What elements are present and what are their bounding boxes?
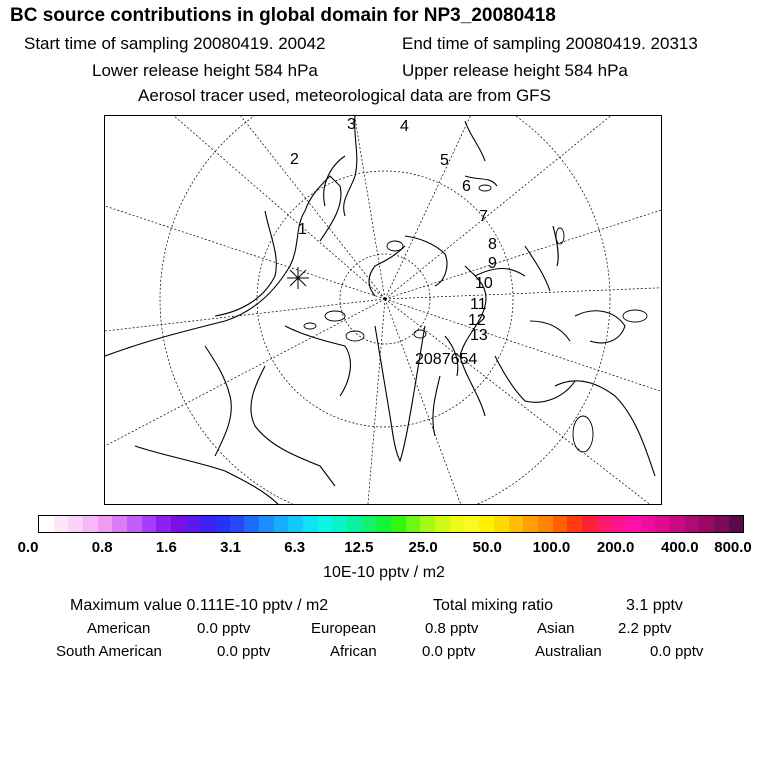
colorbar-cell — [582, 516, 597, 532]
colorbar-cell — [127, 516, 142, 532]
trajectory-label-4: 4 — [400, 118, 409, 135]
colorbar-cell — [318, 516, 333, 532]
colorbar-tick-label: 800.0 — [714, 539, 752, 556]
colorbar-tick-label: 100.0 — [532, 539, 571, 556]
european-value: 0.8 pptv — [425, 620, 479, 637]
start-time-label: Start time of sampling 20080419. 20042 — [24, 34, 326, 53]
american-label: American — [87, 620, 151, 637]
colorbar-cell — [259, 516, 274, 532]
south-american-label: South American — [56, 643, 162, 660]
trajectory-label-11: 11 — [470, 296, 487, 313]
australian-label: Australian — [535, 643, 602, 660]
colorbar-tick-label: 50.0 — [472, 539, 502, 556]
trajectory-label-1: 1 — [298, 221, 307, 238]
colorbar-cell — [186, 516, 201, 532]
colorbar-cell — [274, 516, 289, 532]
colorbar-cell — [156, 516, 171, 532]
colorbar-cell — [699, 516, 714, 532]
asian-value: 2.2 pptv — [618, 620, 672, 637]
african-label: African — [330, 643, 377, 660]
colorbar-cell — [509, 516, 524, 532]
colorbar-tick-label: 25.0 — [408, 539, 438, 556]
lower-release-label: Lower release height 584 hPa — [92, 61, 318, 80]
colorbar-cell — [435, 516, 450, 532]
colorbar-tick-label: 400.0 — [661, 539, 699, 556]
colorbar-cell — [450, 516, 465, 532]
colorbar-cell — [347, 516, 362, 532]
colorbar-cell — [391, 516, 406, 532]
colorbar-cell — [244, 516, 259, 532]
total-mixing-label: Total mixing ratio — [433, 597, 554, 614]
asian-label: Asian — [537, 620, 575, 637]
polar-map — [104, 115, 662, 505]
colorbar-cell — [494, 516, 509, 532]
polar-map-canvas — [105, 116, 662, 505]
colorbar-cell — [729, 516, 744, 532]
trajectory-label-5: 5 — [440, 152, 449, 169]
trajectory-label-13: 13 — [470, 327, 488, 344]
trajectory-label-2: 2 — [290, 151, 299, 168]
trajectory-label-12: 12 — [468, 312, 486, 329]
colorbar-cell — [303, 516, 318, 532]
colorbar-cell — [626, 516, 641, 532]
meridians — [105, 116, 662, 505]
colorbar-cell — [406, 516, 421, 532]
trajectory-labels — [290, 116, 497, 368]
colorbar-tick-label: 0.0 — [17, 539, 39, 556]
colorbar-cell — [142, 516, 157, 532]
south-american-value: 0.0 pptv — [217, 643, 271, 660]
colorbar-cell — [567, 516, 582, 532]
american-value: 0.0 pptv — [197, 620, 251, 637]
trajectory-label-6: 6 — [462, 178, 471, 195]
colorbar-cell — [68, 516, 83, 532]
colorbar-cell — [39, 516, 54, 532]
trajectory-label-8: 8 — [488, 236, 497, 253]
colorbar-cell — [611, 516, 626, 532]
australian-value: 0.0 pptv — [650, 643, 704, 660]
latitude-circles — [160, 116, 610, 505]
colorbar-cell — [655, 516, 670, 532]
colorbar-cell — [714, 516, 729, 532]
colorbar-cell — [420, 516, 435, 532]
colorbar — [38, 515, 744, 533]
colorbar-cell — [479, 516, 494, 532]
colorbar-cell — [376, 516, 391, 532]
colorbar-unit: 10E-10 pptv / m2 — [323, 564, 445, 581]
map-title: BC source contributions in global domain for NP3_20080418 — [10, 5, 556, 26]
colorbar-cell — [332, 516, 347, 532]
colorbar-cell — [523, 516, 538, 532]
colorbar-cell — [362, 516, 377, 532]
max-value-label: Maximum value 0.111E-10 pptv / m2 — [70, 597, 329, 614]
colorbar-cell — [54, 516, 69, 532]
colorbar-cell — [112, 516, 127, 532]
colorbar-cell — [171, 516, 186, 532]
trajectory-label-10: 10 — [475, 275, 493, 292]
colorbar-tick-label: 200.0 — [596, 539, 635, 556]
colorbar-cell — [230, 516, 245, 532]
trajectory-label-3: 3 — [347, 116, 356, 133]
colorbar-cell — [98, 516, 113, 532]
colorbar-cell — [215, 516, 230, 532]
european-label: European — [311, 620, 377, 637]
colorbar-cell — [200, 516, 215, 532]
colorbar-cell — [538, 516, 553, 532]
colorbar-tick-label: 3.1 — [220, 539, 241, 556]
colorbar-cell — [464, 516, 479, 532]
african-value: 0.0 pptv — [422, 643, 476, 660]
trajectory-label-9: 9 — [488, 255, 497, 272]
colorbar-cell — [685, 516, 700, 532]
colorbar-cell — [553, 516, 568, 532]
colorbar-cell — [597, 516, 612, 532]
colorbar-cell — [83, 516, 98, 532]
colorbar-tick-label: 6.3 — [284, 539, 306, 556]
lat-circle-60 — [160, 116, 610, 505]
upper-release-label: Upper release height 584 hPa — [402, 61, 628, 80]
colorbar-tick-label: 0.8 — [91, 539, 113, 556]
colorbar-cell — [670, 516, 685, 532]
colorbar-cell — [288, 516, 303, 532]
total-mixing-value: 3.1 pptv — [626, 597, 683, 614]
tracer-note: Aerosol tracer used, meteorological data are from GFS — [138, 86, 551, 105]
colorbar-cell — [641, 516, 656, 532]
end-time-label: End time of sampling 20080419. 20313 — [402, 34, 698, 53]
trajectory-label-cluster: 2087654 — [415, 351, 478, 368]
colorbar-tick-label: 1.6 — [155, 539, 177, 556]
colorbar-tick-label: 12.5 — [344, 539, 374, 556]
release-point-marker — [287, 267, 309, 289]
trajectory-label-7: 7 — [479, 208, 488, 225]
